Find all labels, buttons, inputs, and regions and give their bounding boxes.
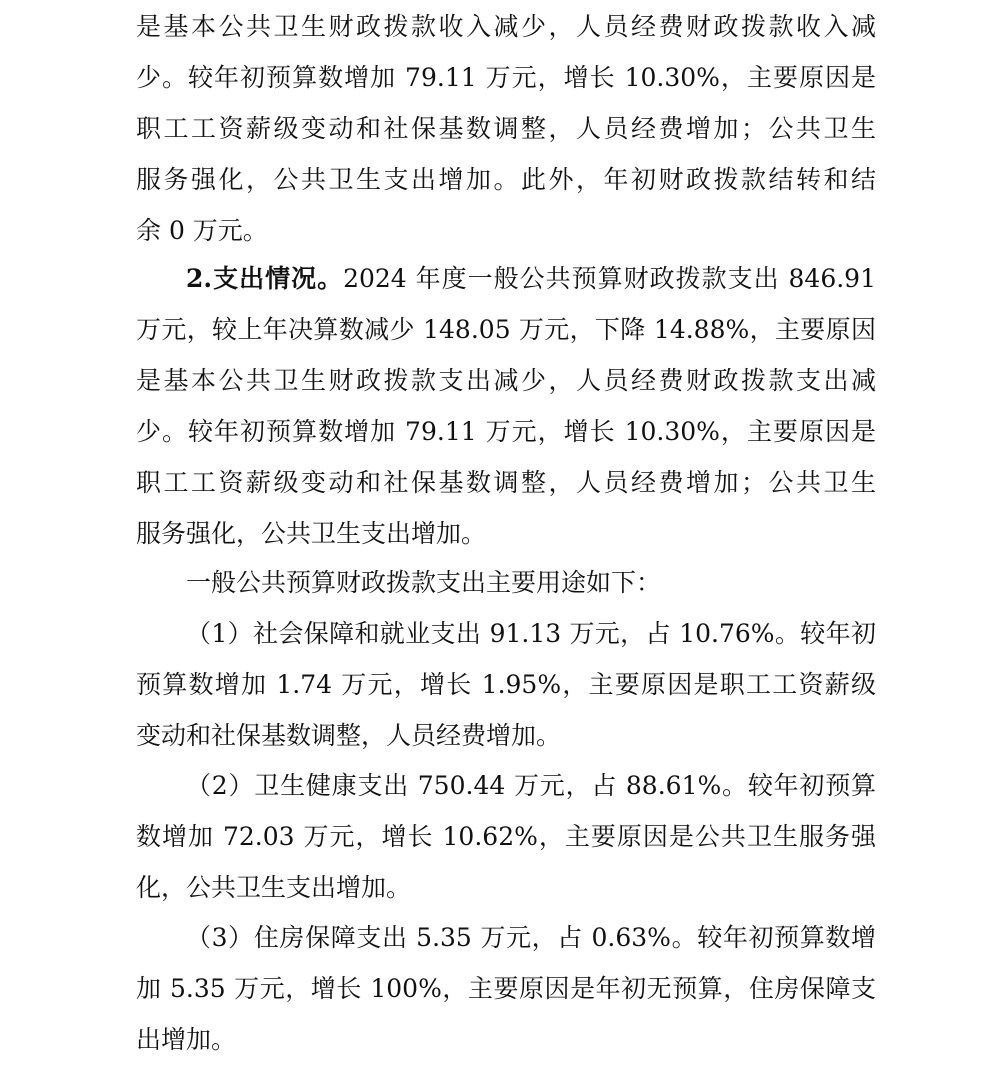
text-line: 职工工资薪级变动和社保基数调整，人员经费增加；公共卫生: [136, 114, 876, 143]
text-line: 是基本公共卫生财政拨款收入减少，人员经费财政拨款收入减: [136, 12, 876, 41]
text-line: 数增加 72.03 万元，增长 10.62%，主要原因是公共卫生服务强: [136, 822, 876, 851]
paragraph-item-2: [136, 760, 876, 913]
text-line: 加 5.35 万元，增长 100%，主要原因是年初无预算，住房保障支: [136, 974, 876, 1003]
paragraph-expenditure: [136, 253, 876, 559]
text-line: 出增加。: [136, 1025, 237, 1054]
text-line: 化，公共卫生支出增加。: [136, 873, 412, 902]
text-line: 少。较年初预算数增加 79.11 万元，增长 10.30%，主要原因是: [136, 417, 876, 446]
text-line: [136, 253, 876, 304]
text-line: 万元，较上年决算数减少 148.05 万元，下降 14.88%，主要原因: [136, 315, 876, 344]
text-line: 是基本公共卫生财政拨款支出减少，人员经费财政拨款支出减: [136, 366, 876, 395]
paragraph-item-1: [136, 608, 876, 761]
section-heading: 2.支出情况。: [186, 264, 344, 293]
text-line: 一般公共预算财政拨款支出主要用途如下：: [186, 568, 662, 597]
text-line: 变动和社保基数调整，人员经费增加。: [136, 721, 562, 750]
paragraph-item-3: [136, 912, 876, 1065]
text-line: （2）卫生健康支出 750.44 万元，占 88.61%。较年初预算: [186, 771, 876, 800]
text-line: （3）住房保障支出 5.35 万元，占 0.63%。较年初预算数增: [186, 923, 876, 952]
text-span: 2024 年度一般公共预算财政拨款支出 846.91: [343, 264, 876, 293]
text-line: 余 0 万元。: [136, 216, 268, 245]
text-line: 服务强化，公共卫生支出增加。此外，年初财政拨款结转和结: [136, 165, 876, 194]
text-line: （1）社会保障和就业支出 91.13 万元，占 10.76%。较年初: [186, 619, 876, 648]
text-line: 少。较年初预算数增加 79.11 万元，增长 10.30%，主要原因是: [136, 63, 876, 92]
paragraph-income-continuation: [136, 1, 876, 256]
text-line: 预算数增加 1.74 万元，增长 1.95%，主要原因是职工工资薪级: [136, 670, 876, 699]
text-line: 职工工资薪级变动和社保基数调整，人员经费增加；公共卫生: [136, 468, 876, 497]
text-line: 服务强化，公共卫生支出增加。: [136, 519, 487, 548]
paragraph-uses-intro: [136, 557, 876, 608]
